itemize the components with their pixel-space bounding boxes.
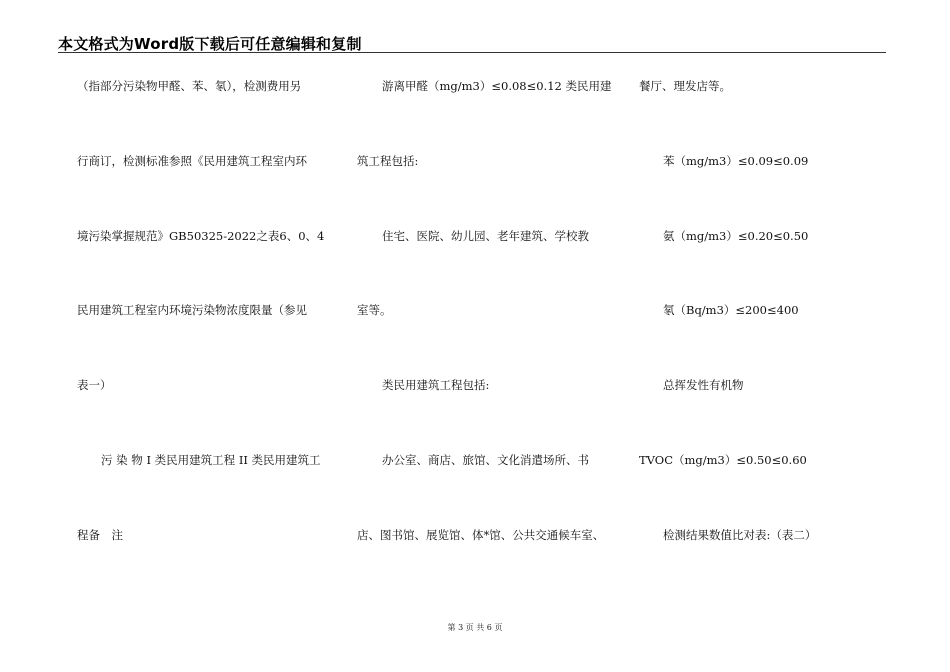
document-header-title: 本文格式为Word版下载后可任意编辑和复制 [58, 35, 362, 53]
right-column-line-5: 总挥发性有机物 [663, 378, 744, 392]
right-column-line-6: TVOC（mg/m3）≤0.50≤0.60 [639, 453, 807, 467]
middle-column-line-7: 店、图书馆、展览馆、体*馆、公共交通候车室、 [357, 528, 605, 542]
right-column-line-3: 氨（mg/m3）≤0.20≤0.50 [663, 229, 809, 243]
right-column-line-1: 餐厅、理发店等。 [639, 79, 731, 93]
left-column-line-5: 表一） [77, 378, 112, 392]
left-column-line-1: （指部分污染物甲醛、苯、氡），检测费用另 [77, 79, 302, 93]
left-column-line-6: 污 染 物 I 类民用建筑工程 II 类民用建筑工 [101, 453, 321, 467]
left-column-line-2: 行商订，检测标准参照《民用建筑工程室内环 [77, 154, 307, 168]
left-column-line-4: 民用建筑工程室内环境污染物浓度限量（参见 [77, 303, 307, 317]
left-column-line-7: 程备 注 [77, 528, 123, 542]
left-column-line-3: 境污染掌握规范》GB50325-2022之表6、0、4 [77, 229, 325, 243]
middle-column-line-6: 办公室、商店、旅馆、文化消遣场所、书 [382, 453, 589, 467]
header-divider [58, 52, 886, 53]
middle-column-line-4: 室等。 [357, 303, 392, 317]
right-column-line-4: 氡（Bq/m3）≤200≤400 [663, 303, 799, 317]
right-column-line-7: 检测结果数值比对表:（表二） [663, 528, 817, 542]
middle-column-line-3: 住宅、医院、幼儿园、老年建筑、学校教 [382, 229, 589, 243]
right-column-line-2: 苯（mg/m3）≤0.09≤0.09 [663, 154, 809, 168]
page-number-footer: 第 3 页 共 6 页 [447, 623, 503, 632]
middle-column-line-2: 筑工程包括: [357, 154, 419, 168]
middle-column-line-1: 游离甲醛（mg/m3）≤0.08≤0.12 类民用建 [382, 79, 612, 93]
middle-column-line-5: 类民用建筑工程包括: [382, 378, 490, 392]
